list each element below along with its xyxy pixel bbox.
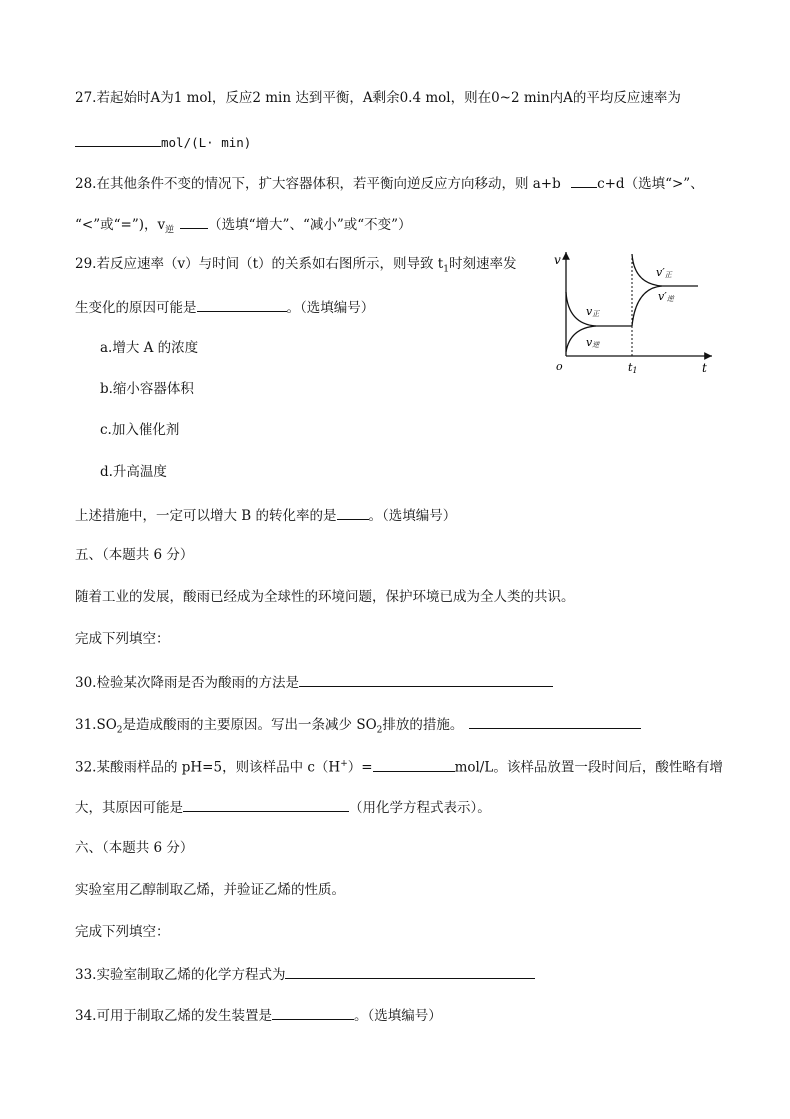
q32-line1: 32.某酸雨样品的 pH=5，则该样品中 c（H+）= mol/L。该样品放置一段时间后，酸性略有增 [75, 755, 723, 777]
origin-label: o [556, 360, 563, 373]
q27-line2: mol/(L· min) [75, 132, 251, 152]
section5-instruction: 完成下列填空： [75, 631, 170, 647]
q28-line2: “<”或“=”)，$v_逆$ （选填“增大”、“减小”或“不变”） [75, 214, 412, 240]
v-reverse-label: v逆 [586, 336, 600, 349]
q34-line: 34.可用于制取乙烯的发生装置是 。（选填编号） [75, 1005, 442, 1025]
section5-heading: 五、（本题共 6 分） [75, 547, 194, 563]
v-forward-prime-label: v′正 [656, 266, 672, 279]
v-forward-prime-curve [632, 254, 698, 286]
q27-line1: 27.若起始时A为1 mol，反应2 min 达到平衡，A剩余0.4 mol，则在0~2 min内A的平均反应速率为 [75, 90, 681, 106]
q29-option-b: b.缩小容器体积 [100, 381, 194, 397]
v-forward-curve [566, 292, 632, 326]
q29-option-c: c.加入催化剂 [100, 422, 180, 438]
q29-line1: 29.若反应速率（v）与时间（t）的关系如右图所示，则导致 $t_1$时刻速率发 [75, 256, 517, 275]
q27-answer-blank[interactable] [75, 132, 161, 147]
section6-instruction: 完成下列填空： [75, 924, 170, 940]
q31-blank[interactable] [469, 714, 641, 729]
q30-blank[interactable] [299, 672, 553, 687]
q32-line2: 大，其原因可能是 （用化学方程式表示）。 [75, 797, 491, 817]
v-forward-label: v正 [586, 305, 600, 318]
q32-blank-1[interactable] [373, 757, 455, 772]
section6-heading: 六、（本题共 6 分） [75, 840, 194, 856]
q29-line2: 生变化的原因可能是 。（选填编号） [75, 297, 374, 317]
q29-option-a: a.增大 A 的浓度 [100, 340, 199, 356]
q29-followup: 上述措施中，一定可以增大 B 的转化率的是 。（选填编号） [75, 505, 456, 525]
section5-intro: 随着工业的发展，酸雨已经成为全球性的环境问题，保护环境已成为全人类的共识。 [75, 589, 575, 605]
t1-label: t1 [628, 361, 638, 375]
q28-blank-2[interactable] [180, 214, 208, 229]
q29-blank-2[interactable] [337, 505, 369, 520]
q33-line: 33.实验室制取乙烯的化学方程式为 [75, 964, 535, 984]
q31-line: $31.SO_2$是造成酸雨的主要原因。写出一条减少 $SO_2$排放的措施。 [75, 714, 641, 740]
v-reverse-prime-label: v′逆 [658, 290, 674, 303]
q28-line1: 28.在其他条件不变的情况下，扩大容器体积，若平衡向逆反应方向移动，则 a+b c+d（选填“>”、 [75, 173, 704, 193]
q34-blank[interactable] [272, 1005, 354, 1020]
q29-blank-1[interactable] [197, 297, 287, 312]
q29-option-d: d.升高温度 [100, 464, 167, 480]
q33-blank[interactable] [285, 964, 535, 979]
q28-blank-1[interactable] [571, 173, 597, 188]
t-axis-label: t [702, 361, 707, 375]
q32-blank-2[interactable] [183, 797, 349, 812]
section6-intro: 实验室用乙醇制取乙烯，并验证乙烯的性质。 [75, 882, 345, 898]
v-axis-label: v [554, 253, 561, 267]
q30-line: 30.检验某次降雨是否为酸雨的方法是 [75, 672, 553, 692]
rate-time-graph [552, 248, 718, 376]
